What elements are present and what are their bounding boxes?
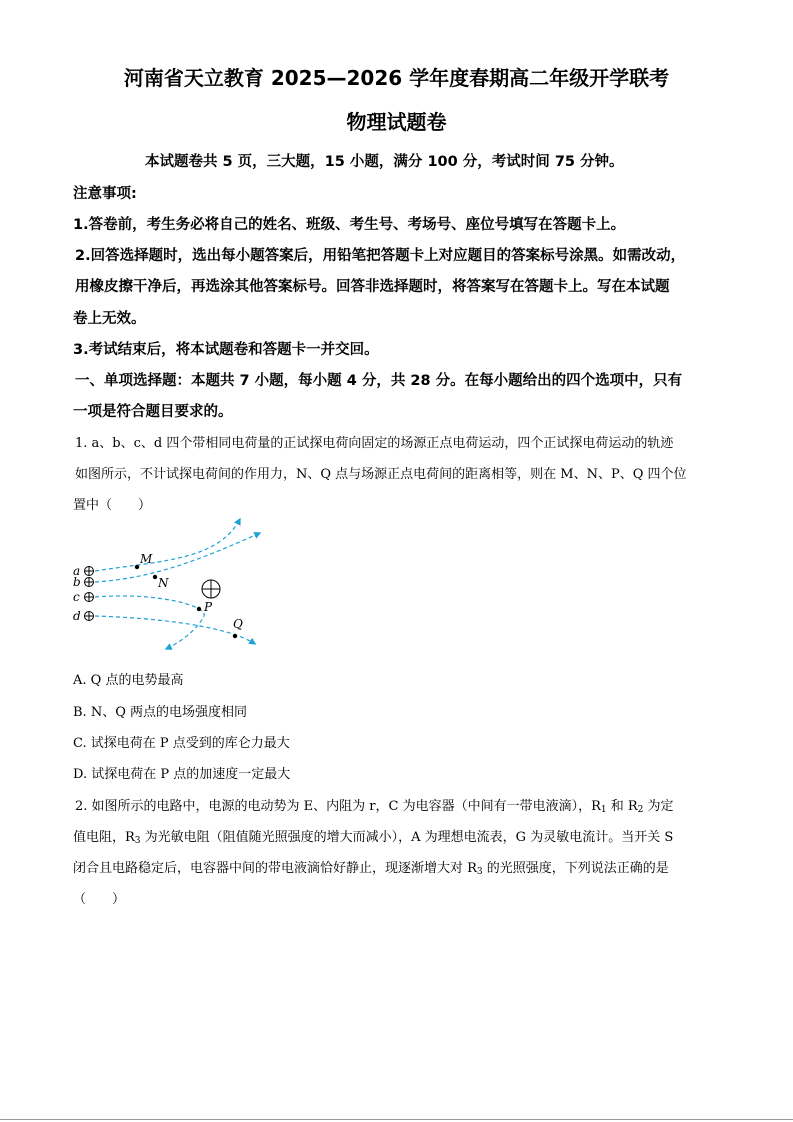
section-1-heading-line-2: 一项是符合题目要求的。 bbox=[73, 404, 233, 420]
charge-c-label: c bbox=[73, 590, 80, 604]
notice-item-2-line-2: 用橡皮擦干净后，再选涂其他答案标号。回答非选择题时，将答案写在答题卡上。写在本试题 bbox=[75, 279, 670, 295]
exam-title: 河南省天立教育 2025—2026 学年度春期高二年级开学联考 bbox=[123, 66, 670, 90]
notice-heading: 注意事项: bbox=[73, 186, 137, 202]
q2-stem-line-1: 2. 如图所示的电路中，电源的电动势为 E、内阻为 r，C 为电容器（中间有一带电液滴），$R_1$ 和 $R_2$ 为定 bbox=[75, 799, 674, 815]
notice-item-2-line-3: 卷上无效。 bbox=[73, 311, 146, 327]
trajectory-b bbox=[95, 533, 260, 582]
q1-option-d: D. 试探电荷在 P 点的加速度一定最大 bbox=[73, 767, 291, 782]
q1-stem-line-3: 置中（ ） bbox=[73, 498, 152, 513]
notice-item-1: 1.答卷前，考生务必将自己的姓名、班级、考生号、考场号、座位号填写在答题卡上。 bbox=[73, 217, 626, 233]
q2-stem-line-3: 闭合且电路稳定后，电容器中间的带电液滴恰好静止，现逐渐增大对 $R_3$ 的光照强度，下列说法正确的是 bbox=[73, 861, 669, 877]
notice-item-2-line-1: 2.回答选择题时，选出每小题答案后，用铅笔把答题卡上对应题目的答案标号涂黑。如需改动， bbox=[75, 248, 686, 264]
charge-d-label: d bbox=[73, 609, 81, 623]
q1-stem-line-2: 如图所示，不计试探电荷间的作用力，N、Q 点与场源正点电荷间的距离相等，则在 M、N、P、Q 四个位 bbox=[75, 467, 687, 482]
q2-stem-line-4: （ ） bbox=[73, 892, 126, 907]
point-p-label: P bbox=[204, 600, 213, 614]
exam-subtitle: 物理试题卷 bbox=[346, 110, 447, 134]
charge-b-label: b bbox=[73, 575, 81, 589]
section-1-heading-line-1: 一、单项选择题：本题共 7 小题，每小题 4 分，共 28 分。在每小题给出的四个选项中，只有 bbox=[75, 373, 683, 389]
point-q-label: Q bbox=[233, 617, 243, 631]
notice-item-3: 3.考试结束后，将本试题卷和答题卡一并交回。 bbox=[73, 342, 379, 358]
point-m-dot bbox=[135, 565, 139, 569]
trajectory-d bbox=[95, 616, 255, 644]
exam-intro: 本试题卷共 5 页，三大题，15 小题，满分 100 分，考试时间 75 分钟。 bbox=[145, 154, 624, 170]
q1-stem-line-1: 1. a、b、c、d 四个带相同电荷量的正试探电荷向固定的场源正点电荷运动，四个正试探电荷运动的轨迹 bbox=[75, 436, 674, 451]
point-p-dot bbox=[197, 607, 201, 611]
point-n-label: N bbox=[158, 576, 169, 590]
q1-option-a: A. Q 点的电势最高 bbox=[73, 673, 184, 688]
page-bottom-rule bbox=[0, 1119, 793, 1120]
point-q-dot bbox=[233, 634, 237, 638]
q2-stem-line-2: 值电阻，$R_3$ 为光敏电阻（阻值随光照强度的增大而减小），A 为理想电流表，G 为灵敏电流计。当开关 S bbox=[73, 830, 674, 846]
q1-option-c: C. 试探电荷在 P 点受到的库仑力最大 bbox=[73, 736, 290, 751]
trajectory-a bbox=[95, 519, 240, 571]
point-m-label: M bbox=[140, 552, 153, 566]
trajectory-c bbox=[95, 596, 204, 649]
q1-trajectory-figure bbox=[68, 516, 268, 652]
q1-option-b: B. N、Q 两点的电场强度相同 bbox=[73, 705, 247, 720]
point-n-dot bbox=[153, 575, 157, 579]
charge-a-label: a bbox=[73, 564, 81, 578]
